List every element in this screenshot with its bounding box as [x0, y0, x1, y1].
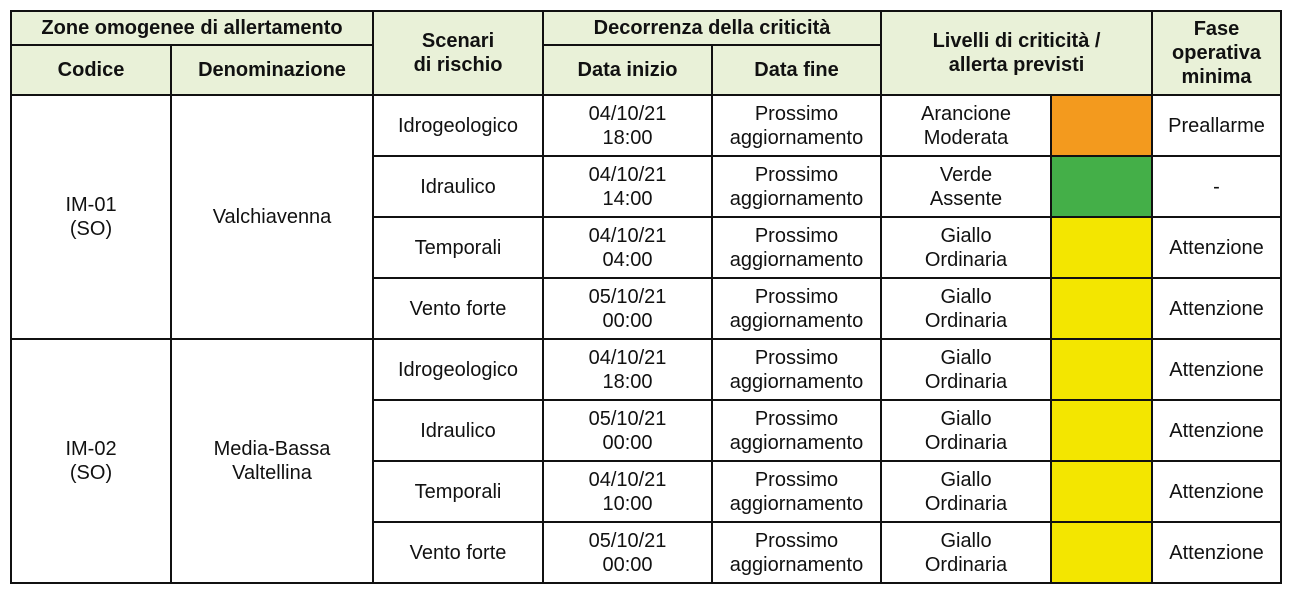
- start-cell: [543, 217, 712, 278]
- start-line2: 14:00: [602, 187, 653, 210]
- start-line1: 05/10/21: [588, 407, 667, 430]
- phase-cell: Attenzione: [1152, 522, 1281, 583]
- level-cell: [881, 339, 1051, 400]
- scenario-cell: Idrogeologico: [373, 95, 543, 156]
- level-cell: [881, 217, 1051, 278]
- scenari-header-line1: Scenari: [421, 30, 495, 52]
- data-inizio-header: Data inizio: [543, 45, 712, 95]
- start-line2: 18:00: [602, 370, 653, 393]
- start-line1: 04/10/21: [588, 224, 667, 247]
- start-line1: 04/10/21: [588, 163, 667, 186]
- table-row: [11, 339, 1281, 400]
- phase-cell: -: [1152, 156, 1281, 217]
- end-line1: Prossimo: [754, 468, 839, 491]
- fase-header-line2: operativa: [1172, 42, 1261, 64]
- zone-code-line2: (SO): [69, 462, 113, 484]
- zone-code-cell: [11, 339, 171, 583]
- zone-name-cell: [171, 339, 373, 583]
- end-cell: [712, 156, 881, 217]
- end-cell: [712, 522, 881, 583]
- start-cell: [543, 400, 712, 461]
- end-cell: [712, 278, 881, 339]
- level-cell: [881, 156, 1051, 217]
- start-cell: [543, 95, 712, 156]
- phase-cell: Attenzione: [1152, 339, 1281, 400]
- scenari-header: [373, 11, 543, 95]
- end-line1: Prossimo: [754, 163, 839, 186]
- start-line1: 04/10/21: [588, 468, 667, 491]
- level-line1: Giallo: [940, 285, 992, 308]
- end-cell: [712, 461, 881, 522]
- level-color-swatch: [1051, 156, 1152, 217]
- level-line1: Giallo: [940, 468, 992, 491]
- phase-cell: Attenzione: [1152, 278, 1281, 339]
- livelli-header-line1: Livelli di criticità /: [932, 30, 1101, 52]
- end-cell: [712, 400, 881, 461]
- phase-cell: Preallarme: [1152, 95, 1281, 156]
- end-line2: aggiornamento: [729, 492, 864, 515]
- end-line1: Prossimo: [754, 102, 839, 125]
- end-line2: aggiornamento: [729, 126, 864, 149]
- end-line2: aggiornamento: [729, 431, 864, 454]
- level-line1: Arancione: [920, 102, 1012, 125]
- level-color-swatch: [1051, 400, 1152, 461]
- end-line2: aggiornamento: [729, 370, 864, 393]
- level-line2: Ordinaria: [924, 309, 1008, 332]
- end-line1: Prossimo: [754, 407, 839, 430]
- denominazione-header: Denominazione: [171, 45, 373, 95]
- start-line2: 00:00: [602, 553, 653, 576]
- level-cell: [881, 522, 1051, 583]
- zone-name-line1: Media-Bassa: [213, 438, 331, 460]
- start-cell: [543, 461, 712, 522]
- level-cell: [881, 400, 1051, 461]
- fase-header-line3: minima: [1181, 66, 1252, 88]
- scenario-cell: Temporali: [373, 217, 543, 278]
- level-line2: Ordinaria: [924, 248, 1008, 271]
- alert-table: [10, 10, 1282, 584]
- level-color-swatch: [1051, 461, 1152, 522]
- level-line2: Moderata: [923, 126, 1009, 149]
- start-line2: 18:00: [602, 126, 653, 149]
- scenario-cell: Temporali: [373, 461, 543, 522]
- start-line2: 10:00: [602, 492, 653, 515]
- data-fine-header: Data fine: [712, 45, 881, 95]
- end-line2: aggiornamento: [729, 553, 864, 576]
- zone-group-header: Zone omogenee di allertamento: [11, 11, 373, 45]
- end-cell: [712, 95, 881, 156]
- codice-header: Codice: [11, 45, 171, 95]
- start-cell: [543, 339, 712, 400]
- level-color-swatch: [1051, 522, 1152, 583]
- end-cell: [712, 339, 881, 400]
- level-line2: Ordinaria: [924, 492, 1008, 515]
- livelli-header-line2: allerta previsti: [948, 54, 1085, 76]
- end-line2: aggiornamento: [729, 309, 864, 332]
- level-line1: Giallo: [940, 407, 992, 430]
- level-line1: Verde: [939, 163, 993, 186]
- zone-name-cell: [171, 95, 373, 339]
- zone-code-cell: [11, 95, 171, 339]
- zone-code-line1: IM-02: [65, 438, 117, 460]
- fase-header-line1: Fase: [1193, 18, 1240, 40]
- level-line2: Ordinaria: [924, 431, 1008, 454]
- zone-code-line2: (SO): [69, 218, 113, 240]
- level-line1: Giallo: [940, 224, 992, 247]
- start-line2: 00:00: [602, 431, 653, 454]
- start-line1: 04/10/21: [588, 102, 667, 125]
- end-cell: [712, 217, 881, 278]
- end-line1: Prossimo: [754, 346, 839, 369]
- level-line1: Giallo: [940, 346, 992, 369]
- start-cell: [543, 156, 712, 217]
- start-line1: 05/10/21: [588, 529, 667, 552]
- scenario-cell: Idraulico: [373, 400, 543, 461]
- start-cell: [543, 522, 712, 583]
- scenario-cell: Vento forte: [373, 522, 543, 583]
- level-color-swatch: [1051, 339, 1152, 400]
- table-body: [11, 95, 1281, 583]
- scenario-cell: Idraulico: [373, 156, 543, 217]
- end-line1: Prossimo: [754, 224, 839, 247]
- scenario-cell: Idrogeologico: [373, 339, 543, 400]
- level-cell: [881, 278, 1051, 339]
- table-header: [11, 11, 1281, 95]
- phase-cell: Attenzione: [1152, 217, 1281, 278]
- level-line1: Giallo: [940, 529, 992, 552]
- alert-table-wrapper: [10, 10, 1282, 584]
- level-cell: [881, 95, 1051, 156]
- zone-code-line1: IM-01: [65, 194, 117, 216]
- start-cell: [543, 278, 712, 339]
- start-line1: 05/10/21: [588, 285, 667, 308]
- start-line2: 00:00: [602, 309, 653, 332]
- end-line2: aggiornamento: [729, 248, 864, 271]
- phase-cell: Attenzione: [1152, 400, 1281, 461]
- scenari-header-line2: di rischio: [413, 54, 503, 76]
- fase-header: [1152, 11, 1281, 95]
- level-line2: Ordinaria: [924, 370, 1008, 393]
- decorrenza-header: Decorrenza della criticità: [543, 11, 881, 45]
- livelli-header: [881, 11, 1152, 95]
- zone-name-line1: Valchiavenna: [212, 206, 332, 228]
- end-line1: Prossimo: [754, 285, 839, 308]
- table-row: [11, 95, 1281, 156]
- level-cell: [881, 461, 1051, 522]
- scenario-cell: Vento forte: [373, 278, 543, 339]
- phase-cell: Attenzione: [1152, 461, 1281, 522]
- end-line2: aggiornamento: [729, 187, 864, 210]
- start-line1: 04/10/21: [588, 346, 667, 369]
- level-color-swatch: [1051, 217, 1152, 278]
- zone-name-line2: Valtellina: [232, 462, 312, 484]
- level-color-swatch: [1051, 95, 1152, 156]
- level-line2: Ordinaria: [924, 553, 1008, 576]
- level-color-swatch: [1051, 278, 1152, 339]
- end-line1: Prossimo: [754, 529, 839, 552]
- start-line2: 04:00: [602, 248, 653, 271]
- level-line2: Assente: [929, 187, 1003, 210]
